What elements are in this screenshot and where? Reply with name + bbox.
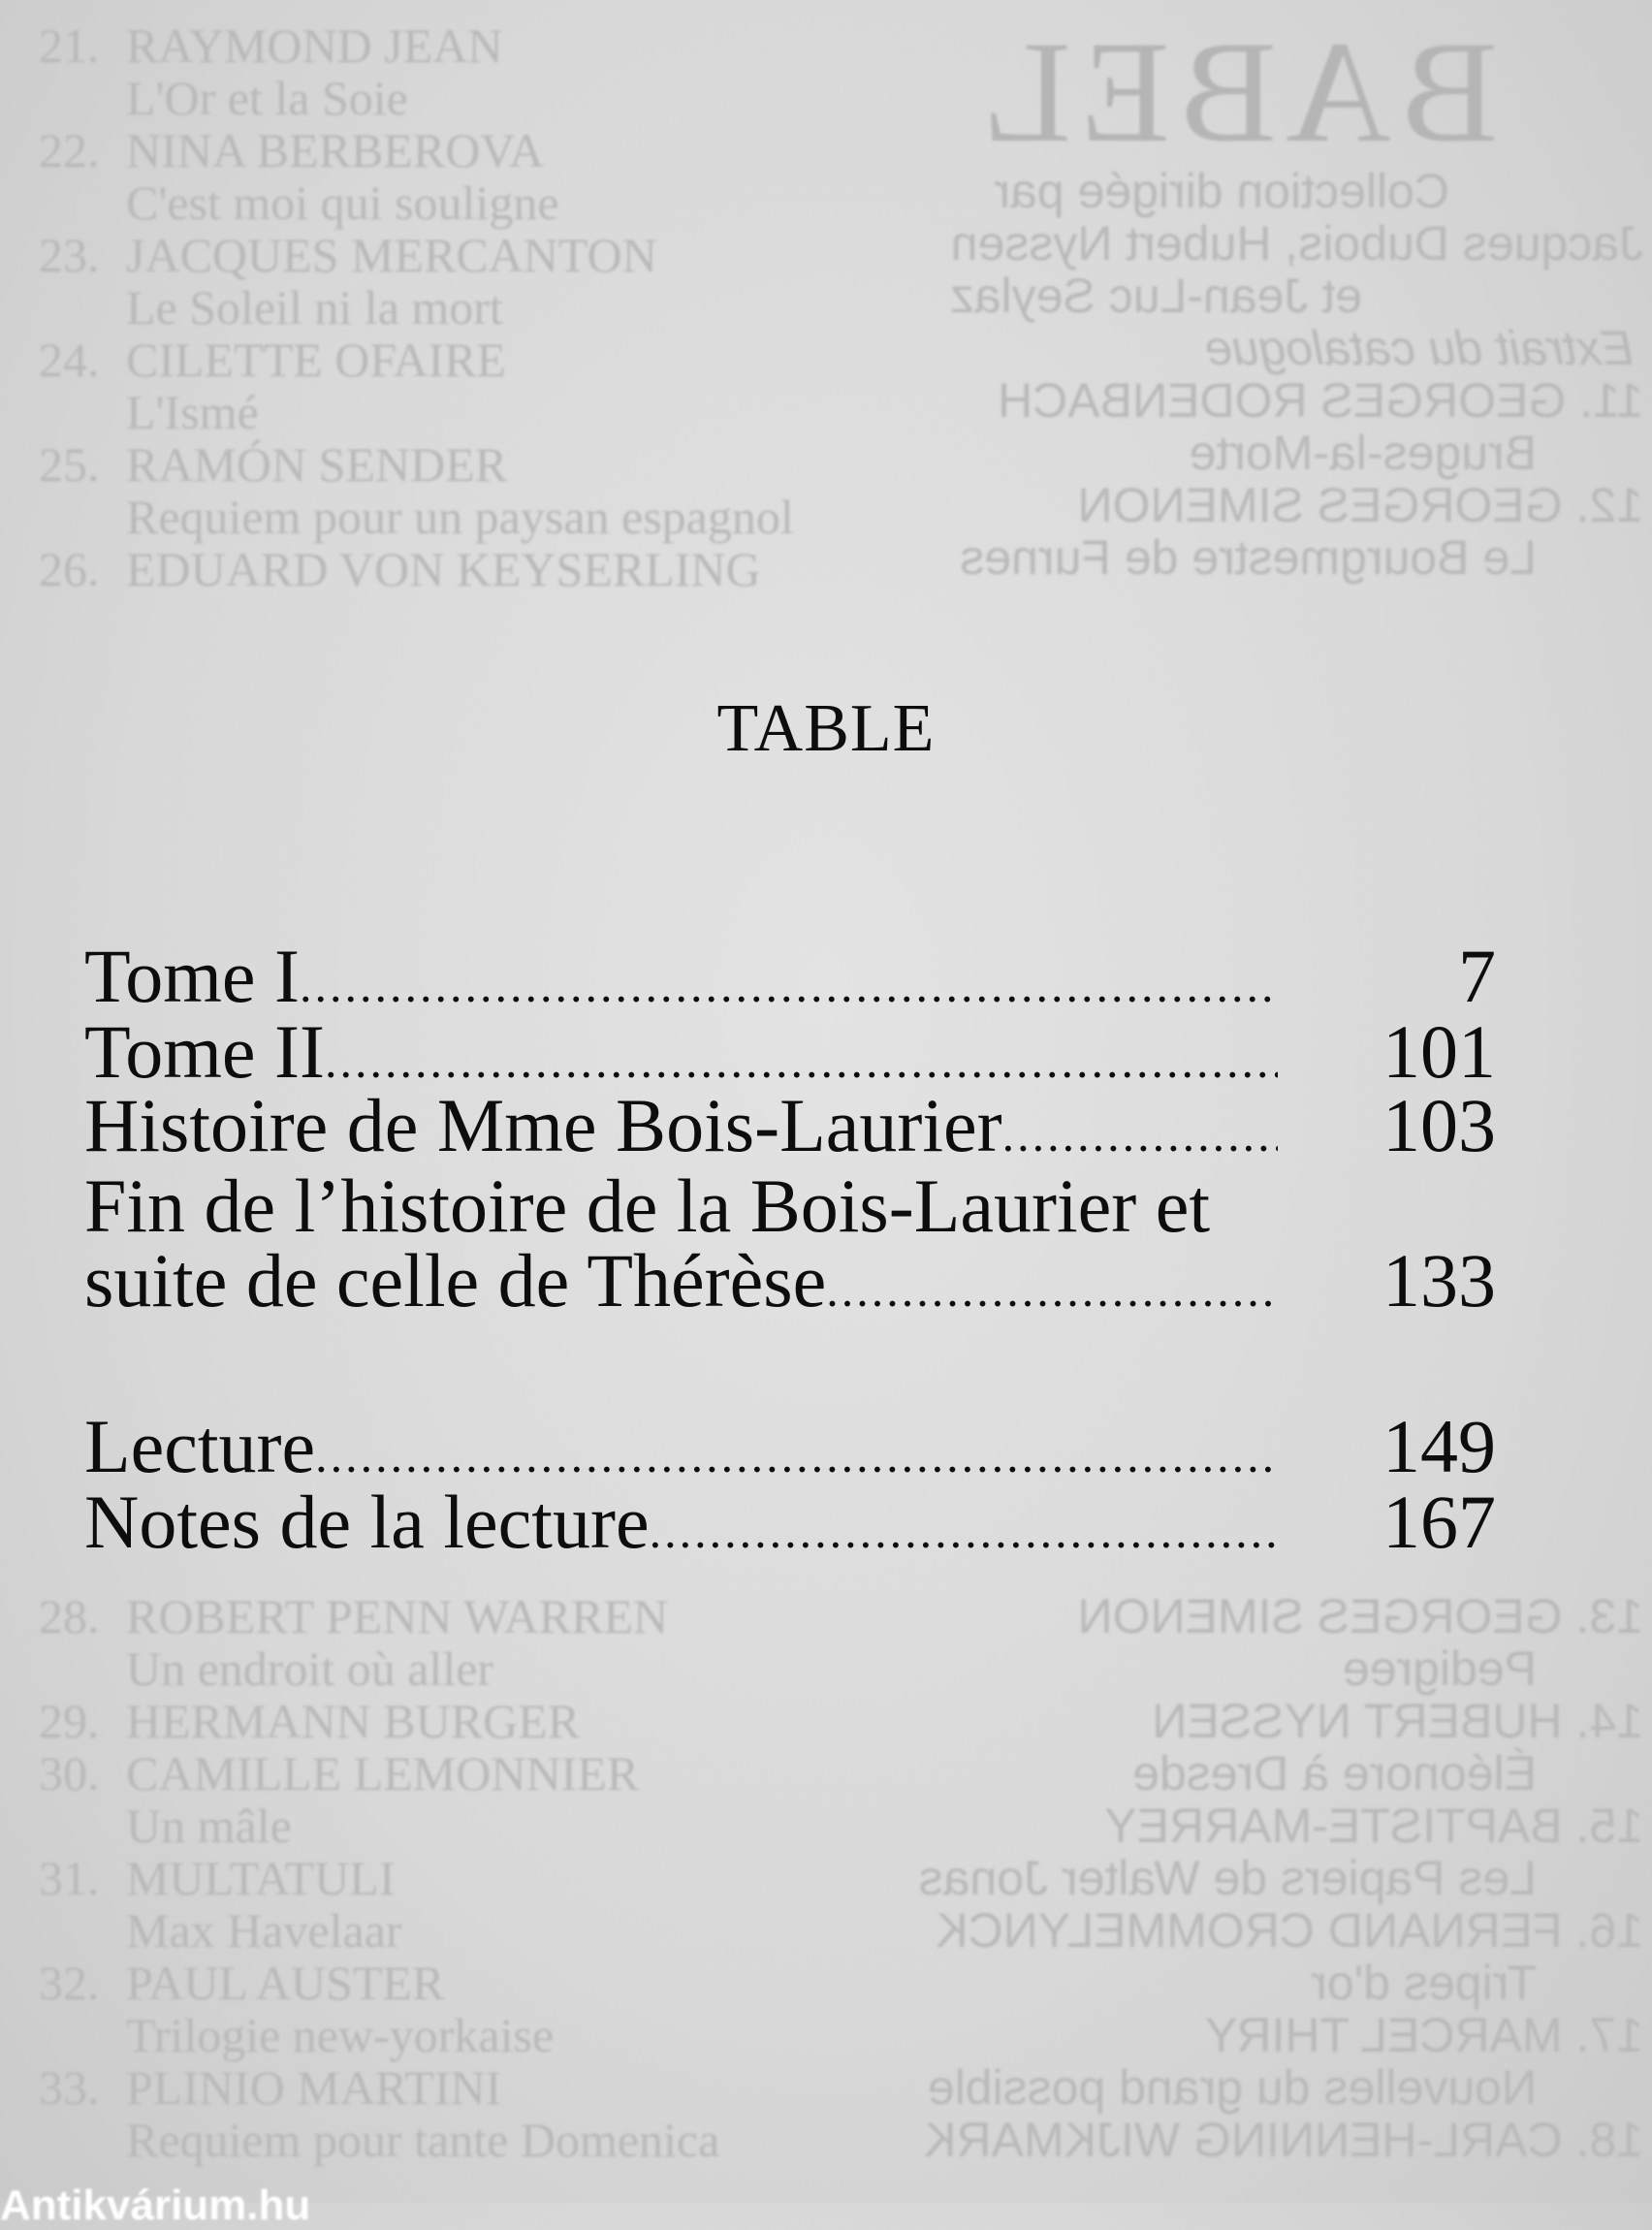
- toc-entry-label: Histoire de Mme Bois-Laurier: [84, 1083, 1002, 1167]
- toc-title: TABLE: [716, 691, 936, 766]
- ghost-num: 32.: [39, 1956, 100, 2010]
- ghost-entry: [39, 1590, 834, 1695]
- ghost-title: Le Bourgmestre de Furnes: [960, 530, 1537, 585]
- ghost-author: CILETTE OFAIRE: [126, 333, 507, 387]
- ghost-num: 30.: [39, 1746, 100, 1800]
- ghost-title: Nouvelles du grand possible: [927, 2060, 1537, 2115]
- left-list-show-through-bottom: [39, 1590, 834, 2166]
- ghost-title: Un endroit où aller: [126, 1641, 494, 1696]
- toc-entry: [84, 1009, 1496, 1094]
- ghost-author: PLINIO MARTINI: [126, 2060, 502, 2115]
- ghost-author: GEORGES SIMENON: [1077, 478, 1563, 532]
- toc-entry: [84, 1163, 1496, 1248]
- ghost-author: JACQUES MERCANTON: [126, 228, 657, 282]
- ghost-num: 13.: [1575, 1589, 1643, 1643]
- ghost-num: 29.: [39, 1694, 100, 1748]
- ghost-num: 12.: [1575, 478, 1643, 532]
- collection-line: Jacques Dubois, Hubert Nyssen: [950, 216, 1643, 271]
- ghost-entry: [39, 1852, 834, 1957]
- ghost-num: 26.: [39, 542, 100, 596]
- toc-entry-page: 103: [1382, 1083, 1496, 1167]
- ghost-title: Pedigree: [1342, 1641, 1537, 1696]
- ghost-entry: [853, 1904, 1643, 2009]
- ghost-title: Le Soleil ni la mort: [126, 280, 503, 334]
- toc-entry-page: 167: [1382, 1480, 1496, 1564]
- ghost-num: 17.: [1575, 2008, 1643, 2062]
- leader-dots: [300, 963, 1278, 1009]
- ghost-entry: [853, 479, 1643, 584]
- toc-entry-label: Tome I: [84, 934, 300, 1018]
- ghost-title: Un mâle: [126, 1799, 292, 1853]
- ghost-entry: [39, 229, 834, 334]
- ghost-num: 22.: [39, 123, 100, 177]
- ghost-author: CAMILLE LEMONNIER: [126, 1746, 640, 1800]
- ghost-title: L'Ismé: [126, 385, 259, 439]
- toc-entry: [84, 1480, 1496, 1564]
- leader-dots: [325, 1038, 1278, 1085]
- ghost-author: BAPTISTE-MARREY: [1104, 1799, 1563, 1853]
- ghost-author: RAYMOND JEAN: [126, 18, 503, 73]
- ghost-author: RAMÓN SENDER: [126, 437, 508, 492]
- ghost-num: 11.: [1579, 373, 1643, 428]
- toc-entry-page: 101: [1382, 1009, 1496, 1094]
- ghost-title: L'Or et la Soie: [126, 71, 408, 125]
- ghost-num: 21.: [39, 18, 100, 73]
- ghost-entry: [39, 124, 834, 229]
- ghost-num: 31.: [39, 1851, 100, 1905]
- ghost-author: HERMANN BURGER: [126, 1694, 581, 1748]
- toc-entry: [84, 1083, 1496, 1167]
- ghost-entry: [39, 19, 834, 124]
- leader-dots: [826, 1267, 1278, 1314]
- ghost-entry: [39, 543, 834, 595]
- toc-entry-label: Notes de la lecture: [84, 1480, 650, 1564]
- ghost-entry: [853, 2009, 1643, 2114]
- toc-entry-page: 149: [1382, 1404, 1496, 1488]
- ghost-entry: [39, 1957, 834, 2061]
- ghost-title: Éléonore à Dresde: [1132, 1746, 1537, 1800]
- ghost-author: ROBERT PENN WARREN: [126, 1589, 669, 1643]
- ghost-title: Trilogie new-yorkaise: [126, 2008, 555, 2062]
- toc-entry-label: suite de celle de Thérèse: [84, 1238, 827, 1322]
- ghost-entry: [853, 374, 1643, 479]
- ghost-title: Requiem pour un paysan espagnol: [126, 490, 794, 544]
- ghost-num: 15.: [1575, 1799, 1643, 1853]
- ghost-num: 18.: [1575, 2113, 1643, 2167]
- ghost-author: MARCEL THIRY: [1204, 2008, 1563, 2062]
- left-list-show-through-top: [39, 19, 834, 595]
- ghost-author: GEORGES SIMENON: [1077, 1589, 1563, 1643]
- right-list-show-through-bottom: [853, 1590, 1643, 2166]
- toc-entry-page: 133: [1382, 1238, 1496, 1322]
- toc-entry: [84, 934, 1496, 1018]
- ghost-title: Les Papiers de Walter Jonas: [918, 1851, 1537, 1905]
- toc-entry: [84, 1404, 1496, 1488]
- ghost-author: HUBERT NYSSEN: [1152, 1694, 1563, 1748]
- ghost-num: 14.: [1575, 1694, 1643, 1748]
- leader-dots: [650, 1509, 1278, 1555]
- ghost-entry: [39, 438, 834, 543]
- right-show-through-top: [853, 12, 1643, 585]
- ghost-title: Max Havelaar: [126, 1903, 402, 1958]
- ghost-num: 28.: [39, 1589, 100, 1643]
- ghost-author: EDUARD VON KEYSERLING: [126, 542, 761, 596]
- ghost-entry: [39, 2061, 834, 2166]
- ghost-num: 33.: [39, 2060, 100, 2115]
- ghost-num: 16.: [1575, 1903, 1643, 1958]
- collection-line: Collection dirigée par: [994, 164, 1449, 218]
- ghost-author: MULTATULI: [126, 1851, 396, 1905]
- ghost-title: Requiem pour tante Domenica: [126, 2113, 720, 2167]
- ghost-entry: [39, 334, 834, 438]
- toc-entry-page: 7: [1458, 934, 1496, 1018]
- ghost-entry: [853, 1695, 1643, 1800]
- toc-entry-label: Tome II: [84, 1009, 325, 1094]
- toc-entry-label: Fin de l’histoire de la Bois-Laurier et: [84, 1163, 1211, 1248]
- watermark: Antikvárium.hu: [0, 2182, 311, 2229]
- ghost-title: C'est moi qui souligne: [126, 175, 559, 230]
- ghost-entry: [853, 2114, 1643, 2166]
- leader-dots: [315, 1433, 1278, 1480]
- ghost-num: 25.: [39, 437, 100, 492]
- collection-line: et Jean-Luc Seylaz: [949, 269, 1362, 323]
- ghost-title: Tripes d'or: [1311, 1956, 1537, 2010]
- ghost-entry: [39, 1747, 834, 1852]
- ghost-entry: [853, 1590, 1643, 1695]
- ghost-author: PAUL AUSTER: [126, 1956, 445, 2010]
- ghost-title: Bruges-la-Morte: [1189, 426, 1537, 480]
- ghost-entry: [39, 1695, 834, 1747]
- ghost-num: 24.: [39, 333, 100, 387]
- ghost-num: 23.: [39, 228, 100, 282]
- ghost-author: NINA BERBEROVA: [126, 123, 545, 177]
- toc-entry: [84, 1238, 1496, 1322]
- ghost-entry: [853, 1800, 1643, 1904]
- babel-logo-show-through: BABEL: [972, 12, 1498, 173]
- leader-dots: [1002, 1112, 1278, 1159]
- catalogue-label: Extrait du catalogue: [1205, 321, 1634, 375]
- ghost-author: FERNAND CROMMELYNCK: [936, 1903, 1563, 1958]
- ghost-author: GEORGES RODENBACH: [998, 373, 1567, 428]
- ghost-author: CARL-HENNING WIJKMARK: [924, 2113, 1563, 2167]
- toc-entry-label: Lecture: [84, 1404, 316, 1488]
